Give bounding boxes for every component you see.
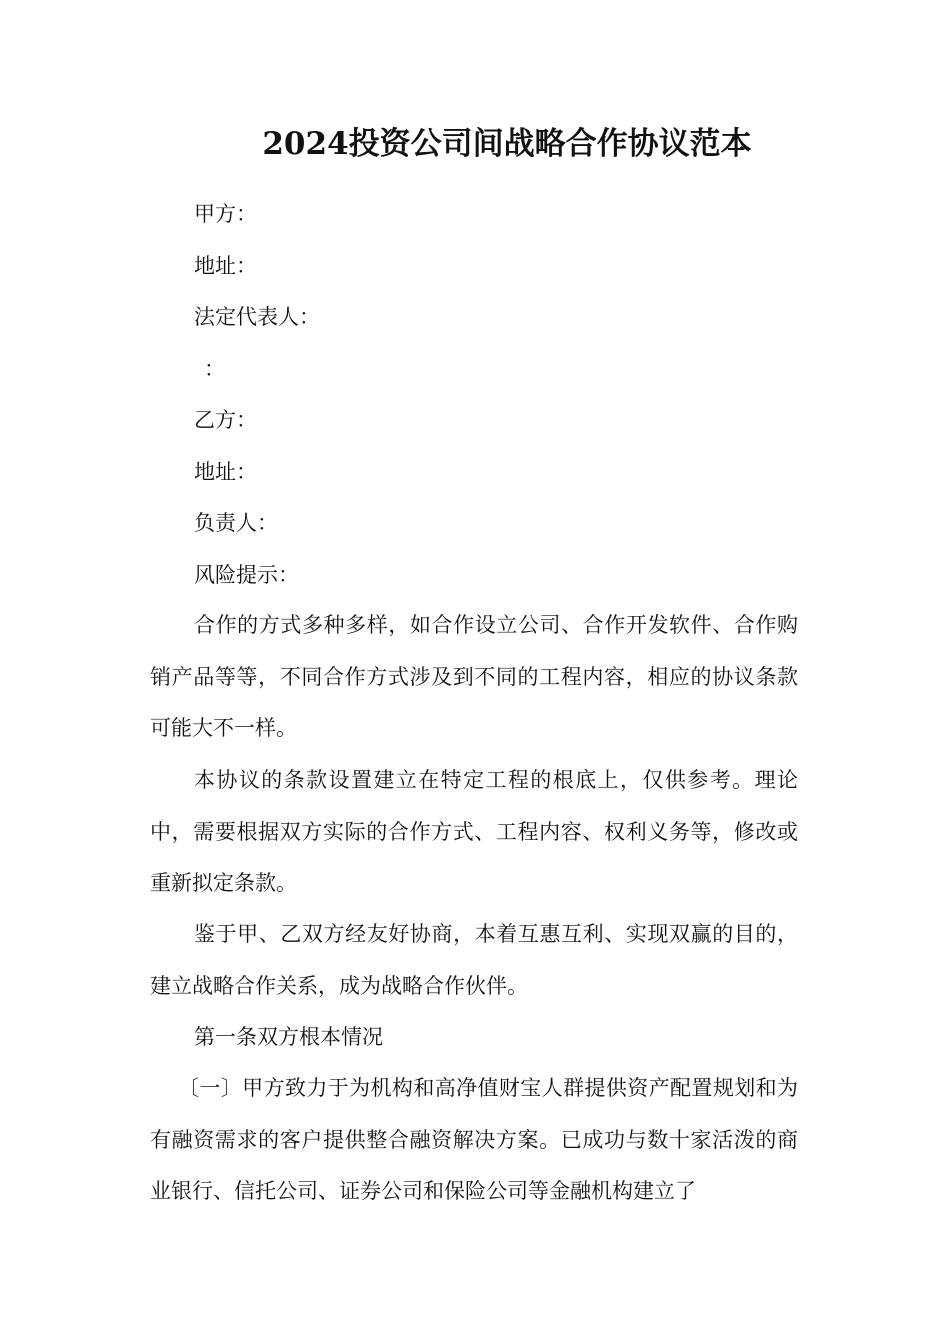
party-b-address-label: 地址： xyxy=(194,460,257,484)
party-a-address-label: 地址： xyxy=(194,254,257,278)
article-1-heading: 第一条双方根本情况 xyxy=(194,1025,383,1049)
party-a-label: 甲方： xyxy=(194,202,257,226)
risk-notice-label: 风险提示： xyxy=(194,563,299,587)
paragraph-article-1-item-1: 〔一〕甲方致力于为机构和高净值财宝人群提供资产配置规划和为有融资需求的客户提供整合融资解决方案。已成功与数十家活泼的商业银行、信托公司、证券公司和保险公司等金融机构建立了 xyxy=(150,1076,798,1203)
party-a-representative-label: 法定代表人： xyxy=(194,305,320,329)
party-a-blank-field: ： xyxy=(204,357,225,381)
paragraph-cooperation-methods: 合作的方式多种多样，如合作设立公司、合作开发软件、合作购销产品等等，不同合作方式涉及到不同的工程内容，相应的协议条款可能大不一样。 xyxy=(150,613,798,740)
document-title: 2024投资公司间战略合作协议范本 xyxy=(262,126,752,162)
party-b-label: 乙方： xyxy=(194,408,257,432)
party-b-responsible-label: 负责人： xyxy=(194,511,278,535)
paragraph-reference-notice: 本协议的条款设置建立在特定工程的根底上，仅供参考。理论中，需要根据双方实际的合作方式、工程内容、权利义务等，修改或重新拟定条款。 xyxy=(150,768,798,895)
paragraph-whereas: 鉴于甲、乙双方经友好协商，本着互惠互利、实现双赢的目的，建立战略合作关系，成为战略合作伙伴。 xyxy=(150,922,798,998)
